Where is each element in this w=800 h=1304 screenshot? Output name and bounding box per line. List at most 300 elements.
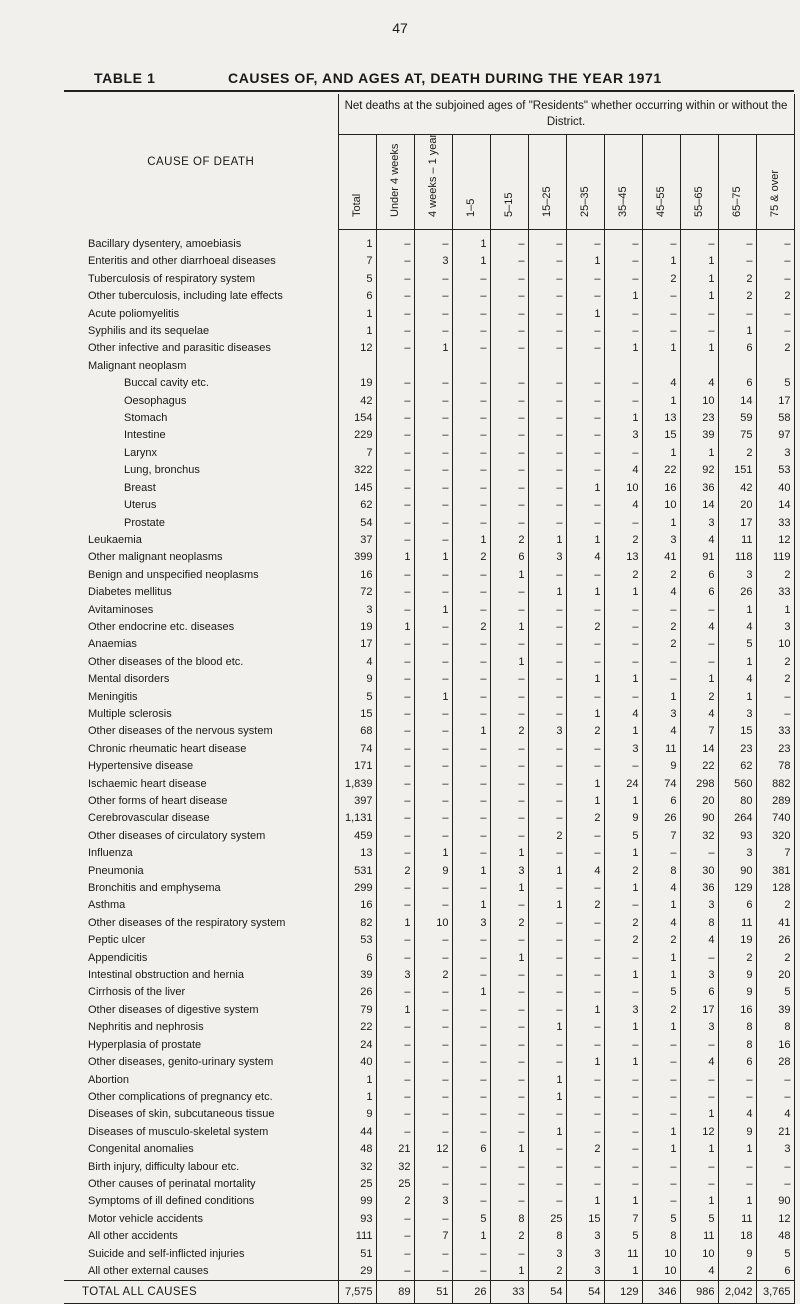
value-cell: – [756,689,794,706]
cause-cell: Multiple sclerosis [88,707,172,720]
value-cell: – [414,654,452,671]
value-cell: – [414,758,452,775]
value-cell: – [376,845,414,862]
table-row [64,671,794,688]
value-cell: 1,131 [338,810,376,827]
value-cell: 18 [718,1228,756,1245]
cause-cell: Bronchitis and emphysema [88,882,221,895]
table-row [64,306,794,323]
cause-cell: Other infective and parasitic diseases [88,342,271,355]
value-cell: 6 [680,584,718,601]
value-cell: – [376,1246,414,1263]
value-cell: – [528,288,566,305]
value-cell: – [414,897,452,914]
value-cell: – [452,776,490,793]
value-cell: – [414,1106,452,1123]
value-cell: 14 [756,497,794,514]
value-cell: – [414,706,452,723]
value-cell: 1 [680,1193,718,1210]
value-cell: – [376,1037,414,1054]
value-cell: 4 [642,723,680,740]
value-cell: – [452,584,490,601]
value-cell: 1 [452,984,490,1001]
value-cell: – [528,480,566,497]
value-cell: – [528,1054,566,1071]
value-cell: – [414,1072,452,1089]
value-cell: – [414,1054,452,1071]
value-cell: 33 [756,515,794,532]
value-cell: 1 [642,253,680,270]
value-cell: 151 [718,462,756,479]
value-cell: – [680,1089,718,1106]
value-cell: – [680,950,718,967]
table-row [64,897,794,914]
value-cell: 1 [604,410,642,427]
page-number: 47 [392,20,408,36]
cause-cell: Other forms of heart disease [88,795,228,807]
value-cell: 5 [604,1228,642,1245]
value-cell: 26 [718,584,756,601]
value-cell: 3 [452,915,490,932]
value-cell: – [452,758,490,775]
cause-cell: Anaemias [88,638,137,651]
value-cell: – [490,445,528,462]
value-cell: 1 [338,1072,376,1089]
value-cell: 7 [604,1211,642,1228]
value-cell: 14 [680,497,718,514]
value-cell: 1 [414,602,452,619]
value-cell: – [566,375,604,392]
value-cell: – [604,897,642,914]
value-cell: – [490,828,528,845]
value-cell: 1 [642,1141,680,1158]
value-cell: 320 [756,828,794,845]
value-cell: 5 [680,1211,718,1228]
value-cell: – [642,1054,680,1071]
value-cell: 4 [680,532,718,549]
value-cell: 12 [414,1141,452,1158]
value-cell: – [756,271,794,288]
value-cell: – [452,288,490,305]
value-cell: 93 [338,1211,376,1228]
value-cell: – [490,1106,528,1123]
value-cell: – [490,1072,528,1089]
value-cell: 4 [642,880,680,897]
value-cell: – [376,375,414,392]
value-cell: – [528,602,566,619]
cause-cell: Other tuberculosis, including late effects [88,290,283,303]
value-cell: 21 [376,1141,414,1158]
value-cell: – [642,1106,680,1123]
table-row [64,984,794,1001]
value-cell: – [756,323,794,340]
value-cell: – [414,1019,452,1036]
value-cell: – [566,950,604,967]
value-cell: 8 [718,1037,756,1054]
value-cell: – [376,462,414,479]
value-cell: – [528,810,566,827]
value-cell: – [566,984,604,1001]
value-cell: – [566,758,604,775]
table-row [64,1263,794,1281]
value-cell: – [490,810,528,827]
column-header: 15–25 [528,135,566,230]
total-value-cell: 2,042 [718,1281,756,1304]
value-cell: – [490,706,528,723]
value-cell: 1 [566,671,604,688]
value-cell: 5 [756,984,794,1001]
value-cell: – [376,723,414,740]
value-cell: – [566,497,604,514]
value-cell: 25 [338,1176,376,1193]
value-cell: 39 [756,1002,794,1019]
value-cell: – [604,689,642,706]
value-cell: – [566,271,604,288]
value-cell: 19 [338,375,376,392]
value-cell: 13 [604,549,642,566]
value-cell: 90 [718,863,756,880]
value-cell: – [528,427,566,444]
value-cell: 6 [756,1263,794,1281]
value-cell: – [528,1159,566,1176]
column-header: 75 & over [756,135,794,230]
value-cell: 29 [338,1263,376,1281]
value-cell: – [528,515,566,532]
value-cell: – [528,340,566,357]
value-cell: – [376,793,414,810]
value-cell: 1 [452,897,490,914]
value-cell: – [414,1089,452,1106]
table-row [64,793,794,810]
table-row [64,1019,794,1036]
value-cell: 13 [338,845,376,862]
value-cell: 1 [566,1002,604,1019]
value-cell: 399 [338,549,376,566]
value-cell: 1 [642,1019,680,1036]
value-cell: – [490,897,528,914]
value-cell: 1 [604,288,642,305]
value-cell: – [490,271,528,288]
value-cell: 1 [376,549,414,566]
value-cell: – [528,950,566,967]
cause-cell: Cerebrovascular disease [88,812,210,825]
value-cell: 2 [566,1141,604,1158]
cause-cell: Avitaminoses [88,603,154,616]
value-cell: 5 [338,689,376,706]
value-cell: 5 [604,828,642,845]
value-cell: 62 [718,758,756,775]
value-cell: 2 [756,897,794,914]
value-cell: 1 [604,793,642,810]
cause-of-death-header: CAUSE OF DEATH [147,155,255,168]
value-cell: 19 [338,619,376,636]
value-cell: 68 [338,723,376,740]
value-cell: 8 [680,915,718,932]
value-cell: – [528,497,566,514]
value-cell: 2 [490,723,528,740]
value-cell [490,358,528,375]
value-cell: 23 [756,741,794,758]
cause-cell: Diseases of skin, subcutaneous tissue [88,1108,275,1121]
cause-cell: Uterus [124,499,157,512]
value-cell: – [376,1106,414,1123]
value-cell: – [718,1176,756,1193]
value-cell: – [376,1054,414,1071]
value-cell: – [414,497,452,514]
value-cell: 3 [604,1002,642,1019]
table-row [64,1193,794,1210]
value-cell: – [376,671,414,688]
value-cell: 1 [680,340,718,357]
value-cell: – [566,1124,604,1141]
table-row [64,358,794,375]
value-cell: 78 [756,758,794,775]
value-cell: – [490,1176,528,1193]
value-cell: – [414,810,452,827]
value-cell: 30 [680,863,718,880]
value-cell: – [452,1176,490,1193]
value-cell: 16 [718,1002,756,1019]
cause-cell: Ischaemic heart disease [88,777,207,790]
value-cell: – [414,584,452,601]
cause-cell: Nephritis and nephrosis [88,1021,204,1034]
column-header: Under 4 weeks [376,135,414,230]
value-cell: 1 [718,323,756,340]
value-cell: – [452,602,490,619]
total-value-cell: 54 [566,1281,604,1304]
value-cell: 1 [642,689,680,706]
value-cell: 1 [566,1054,604,1071]
column-header: Total [338,135,376,230]
value-cell: – [376,828,414,845]
value-cell: 11 [604,1246,642,1263]
value-cell: 12 [338,340,376,357]
value-cell: 23 [680,410,718,427]
value-cell: 42 [338,393,376,410]
value-cell: 1 [604,1263,642,1281]
value-cell: 1 [642,515,680,532]
value-cell: – [566,1019,604,1036]
value-cell: 7 [756,845,794,862]
value-cell: 1 [414,340,452,357]
value-cell: – [566,393,604,410]
value-cell: – [490,427,528,444]
value-cell: – [604,984,642,1001]
value-cell: – [376,932,414,949]
value-cell: 289 [756,793,794,810]
column-header: 65–75 [718,135,756,230]
value-cell: 9 [642,758,680,775]
value-cell: – [680,654,718,671]
value-cell: 298 [680,776,718,793]
value-cell: 1 [490,654,528,671]
total-value-cell: 346 [642,1281,680,1304]
value-cell: – [718,306,756,323]
value-cell: 48 [338,1141,376,1158]
table-row [64,549,794,566]
value-cell: – [490,323,528,340]
value-cell: 5 [756,375,794,392]
table-row [64,480,794,497]
value-cell: 8 [718,1019,756,1036]
value-cell: 1 [414,845,452,862]
value-cell: – [528,689,566,706]
value-cell: 3 [414,253,452,270]
value-cell: 1 [718,654,756,671]
value-cell: – [452,306,490,323]
value-cell: 11 [680,1228,718,1245]
value-cell: – [414,984,452,1001]
value-cell: 2 [528,1263,566,1281]
value-cell: – [452,445,490,462]
value-cell: 4 [642,584,680,601]
value-cell: 3 [414,1193,452,1210]
value-cell: – [452,1159,490,1176]
value-cell: 1 [490,1141,528,1158]
value-cell: 1 [566,532,604,549]
value-cell: – [490,462,528,479]
value-cell: – [376,776,414,793]
value-cell: – [414,793,452,810]
cause-cell: Other causes of perinatal mortality [88,1177,256,1190]
value-cell: – [376,271,414,288]
value-cell: – [566,567,604,584]
table-row [64,393,794,410]
value-cell: 229 [338,427,376,444]
value-cell: 22 [680,758,718,775]
cause-cell: Other complications of pregnancy etc. [88,1090,273,1103]
value-cell: – [528,619,566,636]
value-cell: – [642,671,680,688]
value-cell: – [680,602,718,619]
value-cell: – [528,880,566,897]
value-cell: – [566,515,604,532]
value-cell: 1 [604,880,642,897]
value-cell: 2 [604,567,642,584]
value-cell: – [642,1159,680,1176]
cause-cell: Benign and unspecified neoplasms [88,568,259,581]
value-cell: 5 [756,1246,794,1263]
value-cell: – [490,1089,528,1106]
cause-cell: Syphilis and its sequelae [88,325,210,338]
value-cell: – [452,567,490,584]
value-cell: 99 [338,1193,376,1210]
value-cell: 6 [338,950,376,967]
value-cell: 4 [604,706,642,723]
value-cell: – [642,1176,680,1193]
value-cell: – [376,480,414,497]
value-cell: 3 [718,845,756,862]
value-cell: 74 [642,776,680,793]
value-cell: – [452,1106,490,1123]
value-cell: – [452,671,490,688]
value-cell: 1 [528,1124,566,1141]
value-cell: – [490,602,528,619]
value-cell: 1 [604,1019,642,1036]
value-cell: – [452,741,490,758]
value-cell: – [718,1089,756,1106]
value-cell: – [376,230,414,254]
value-cell: – [490,230,528,254]
value-cell: 26 [642,810,680,827]
value-cell: 4 [604,497,642,514]
value-cell: – [490,515,528,532]
value-cell: 299 [338,880,376,897]
value-cell: 2 [718,288,756,305]
value-cell: 145 [338,480,376,497]
value-cell: – [718,253,756,270]
value-cell: – [528,741,566,758]
value-cell [528,358,566,375]
value-cell: 1 [680,288,718,305]
value-cell [376,358,414,375]
value-cell: – [566,689,604,706]
value-cell: 93 [718,828,756,845]
value-cell: – [566,1037,604,1054]
value-cell: – [680,1072,718,1089]
value-cell: 1 [566,793,604,810]
value-cell: – [490,967,528,984]
value-cell: – [452,1124,490,1141]
value-cell: 17 [718,515,756,532]
value-cell: 15 [566,1211,604,1228]
table-row [64,602,794,619]
value-cell: – [528,1193,566,1210]
value-cell: 28 [756,1054,794,1071]
value-cell: 12 [756,1211,794,1228]
value-cell: 1 [490,880,528,897]
value-cell: 3 [604,427,642,444]
value-cell: 9 [718,984,756,1001]
cause-cell: Influenza [88,847,133,860]
table-row [64,1228,794,1245]
value-cell: – [452,950,490,967]
value-cell: – [490,758,528,775]
value-cell: – [604,445,642,462]
value-cell: – [566,967,604,984]
value-cell [604,358,642,375]
value-cell: – [452,1019,490,1036]
value-cell: 41 [642,549,680,566]
value-cell: – [414,671,452,688]
value-cell: – [376,984,414,1001]
table-row [64,230,794,254]
value-cell: 10 [604,480,642,497]
value-cell: – [566,602,604,619]
value-cell: – [376,253,414,270]
value-cell: 1 [756,602,794,619]
value-cell: – [414,288,452,305]
table-row [64,532,794,549]
value-cell: – [414,1159,452,1176]
value-cell: – [452,393,490,410]
value-cell: – [604,1124,642,1141]
value-cell: 80 [718,793,756,810]
value-cell: – [452,271,490,288]
value-cell: 1 [376,915,414,932]
total-row [64,1281,794,1304]
value-cell: 15 [718,723,756,740]
value-cell: – [376,584,414,601]
value-cell: 9 [338,1106,376,1123]
value-cell: 21 [756,1124,794,1141]
value-cell: 5 [338,271,376,288]
value-cell: 2 [642,932,680,949]
table-row [64,515,794,532]
column-header: 1–5 [452,135,490,230]
value-cell: 33 [756,584,794,601]
value-cell: – [756,1176,794,1193]
